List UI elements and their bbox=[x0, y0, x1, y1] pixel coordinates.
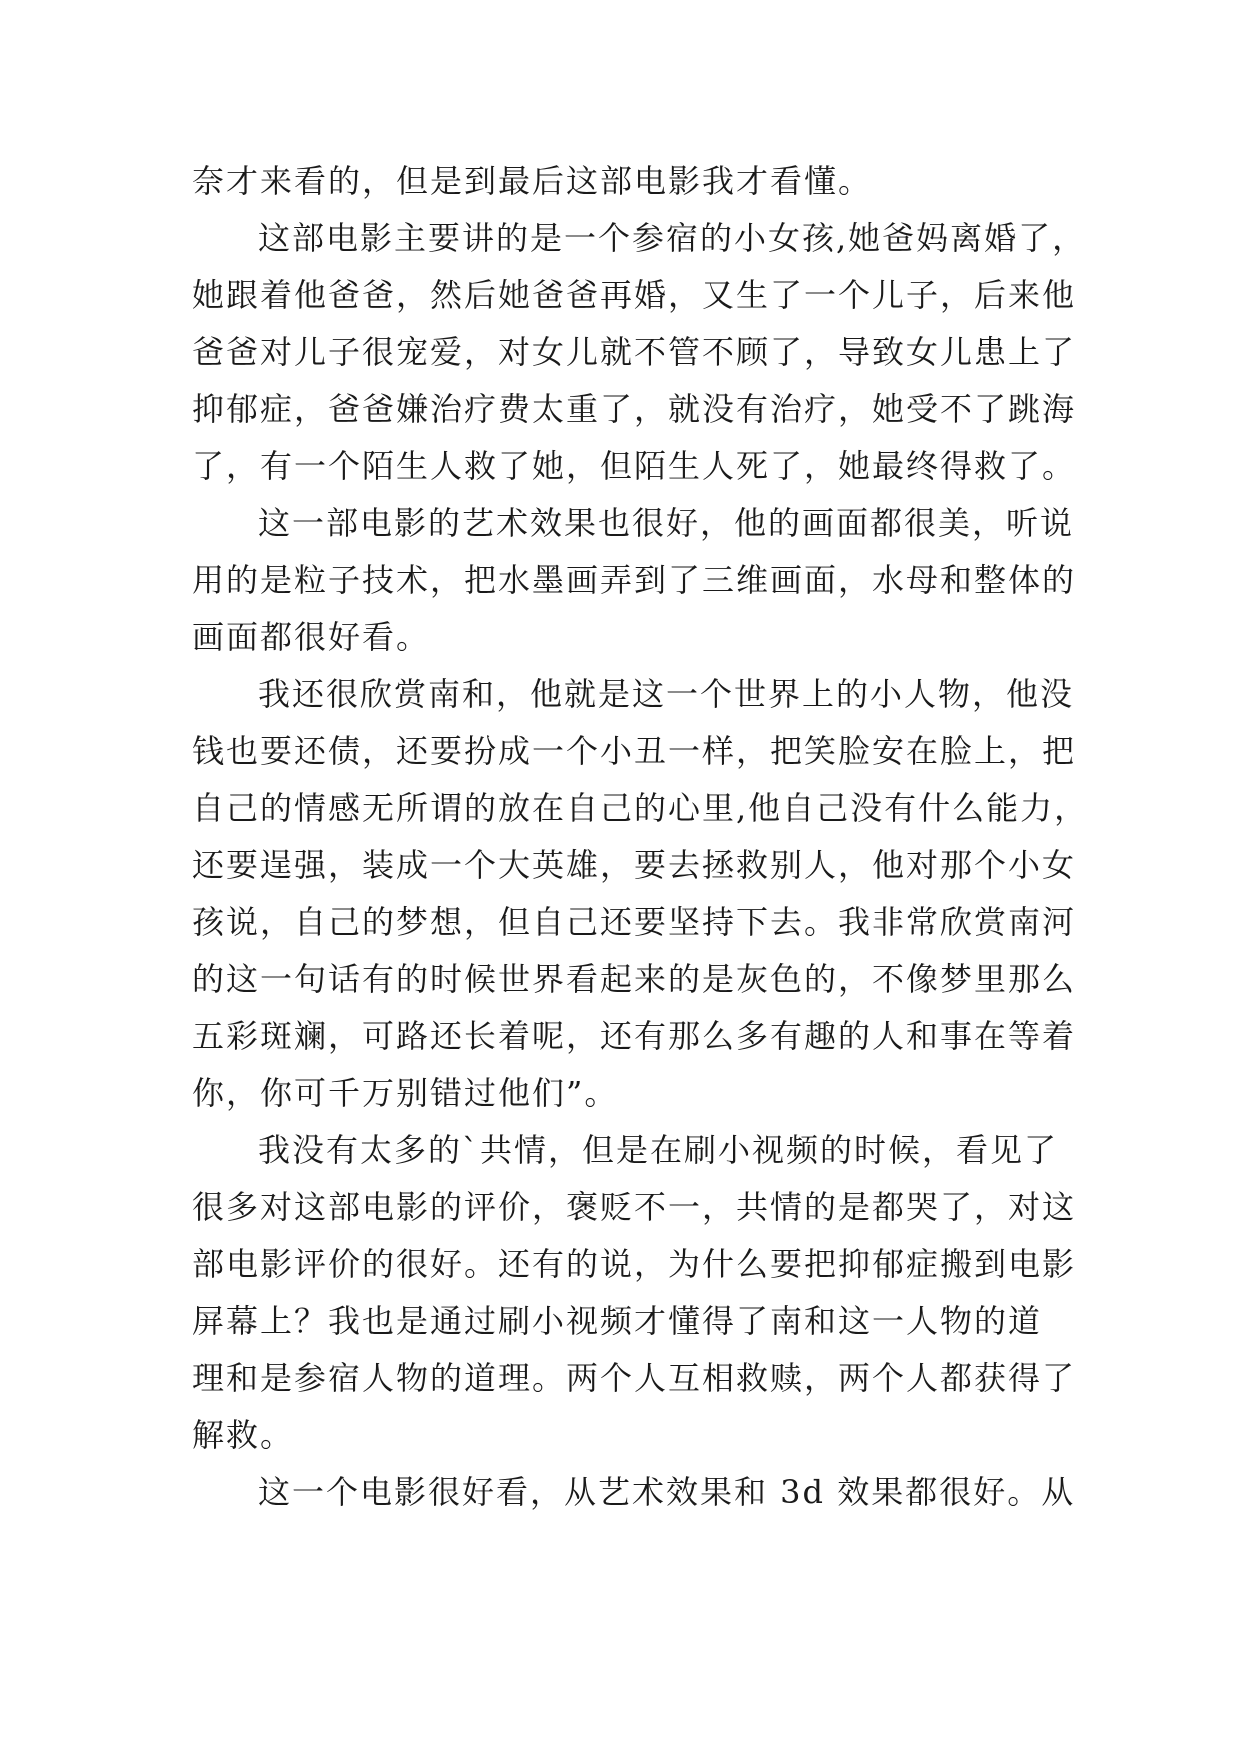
text-line: 了，有一个陌生人救了她，但陌生人死了，她最终得救了。 bbox=[192, 447, 1077, 485]
paragraph-start-line: 我没有太多的`共情，但是在刷小视频的时候，看见了 bbox=[258, 1131, 1059, 1169]
text-line: 理和是参宿人物的道理。两个人互相救赎，两个人都获得了 bbox=[192, 1359, 1077, 1397]
text-line: 很多对这部电影的评价，褒贬不一，共情的是都哭了，对这 bbox=[192, 1188, 1077, 1226]
text-line: 抑郁症，爸爸嫌治疗费太重了，就没有治疗，她受不了跳海 bbox=[192, 390, 1077, 428]
text-line: 你，你可千万别错过他们”。 bbox=[192, 1074, 619, 1112]
text-line: 孩说，自己的梦想，但自己还要坚持下去。我非常欣赏南河 bbox=[192, 903, 1077, 941]
text-line: 画面都很好看。 bbox=[192, 618, 431, 656]
text-line: 奈才来看的，但是到最后这部电影我才看懂。 bbox=[192, 162, 873, 200]
paragraph-start-line: 这一部电影的艺术效果也很好，他的画面都很美，听说 bbox=[258, 504, 1075, 542]
text-line: 爸爸对儿子很宠爱，对女儿就不管不顾了，导致女儿患上了 bbox=[192, 333, 1077, 371]
text-line: 五彩斑斓，可路还长着呢，还有那么多有趣的人和事在等着 bbox=[192, 1017, 1077, 1055]
body-text bbox=[192, 162, 1092, 1530]
text-line: 钱也要还债，还要扮成一个小丑一样，把笑脸安在脸上，把 bbox=[192, 732, 1077, 770]
text-line: 屏幕上？我也是通过刷小视频才懂得了南和这一人物的道 bbox=[192, 1302, 1043, 1340]
paragraph-start-line: 我还很欣赏南和，他就是这一个世界上的小人物，他没 bbox=[258, 675, 1075, 713]
text-line: 部电影评价的很好。还有的说，为什么要把抑郁症搬到电影 bbox=[192, 1245, 1077, 1283]
paragraph-start-line: 这部电影主要讲的是一个参宿的小女孩,她爸妈离婚了， bbox=[258, 219, 1087, 257]
text-line: 用的是粒子技术，把水墨画弄到了三维画面，水母和整体的 bbox=[192, 561, 1077, 599]
text-line: 的这一句话有的时候世界看起来的是灰色的，不像梦里那么 bbox=[192, 960, 1077, 998]
text-line: 她跟着他爸爸，然后她爸爸再婚，又生了一个儿子，后来他 bbox=[192, 276, 1077, 314]
text-line: 自己的情感无所谓的放在自己的心里,他自己没有什么能力， bbox=[192, 789, 1089, 827]
text-line: 还要逞强，装成一个大英雄，要去拯救别人，他对那个小女 bbox=[192, 846, 1077, 884]
text-line: 解救。 bbox=[192, 1416, 295, 1454]
paragraph-start-line: 这一个电影很好看，从艺术效果和 3d 效果都很好。从 bbox=[258, 1473, 1076, 1511]
